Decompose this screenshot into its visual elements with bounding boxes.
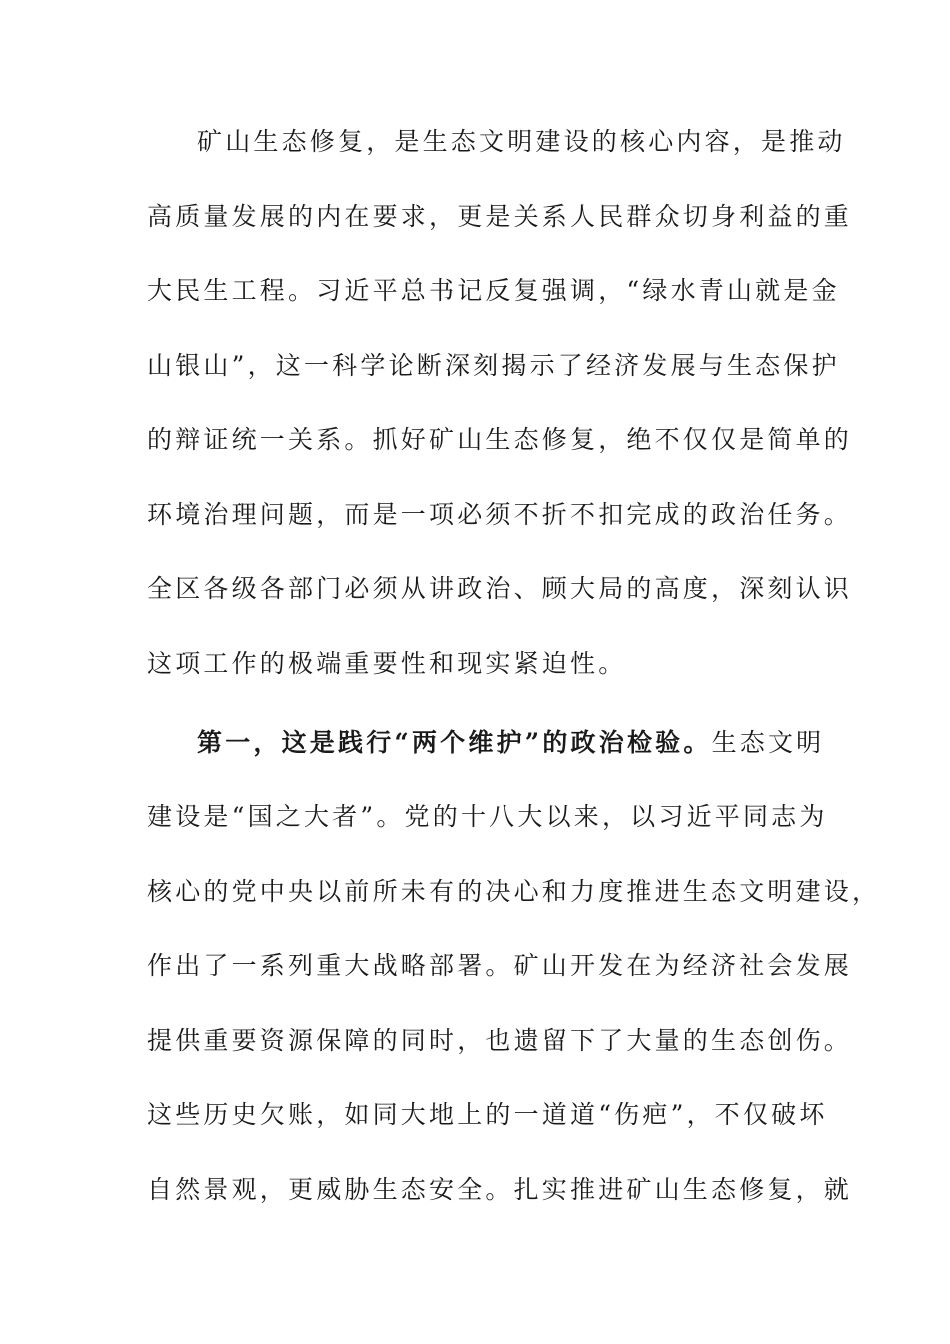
paragraph-1-line-4: 山银山”，这一科学论断深刻揭示了经济发展与生态保护 <box>147 351 840 380</box>
paragraph-2-line-1-rest: 生态文明 <box>711 728 825 757</box>
paragraph-1-line-5: 的辩证统一关系。抓好矿山生态修复，绝不仅仅是简单的 <box>147 425 853 454</box>
paragraph-1-line-1: 矿山生态修复，是生态文明建设的核心内容，是推动 <box>197 127 846 156</box>
paragraph-2-line-7: 自然景观，更威胁生态安全。扎实推进矿山生态修复，就 <box>147 1175 853 1204</box>
paragraph-2-line-5: 提供重要资源保障的同时，也遗留下了大量的生态创伤。 <box>147 1026 853 1055</box>
paragraph-1-line-3: 大民生工程。习近平总书记反复强调，“绿水青山就是金 <box>147 276 840 305</box>
paragraph-2-line-4: 作出了一系列重大战略部署。矿山开发在为经济社会发展 <box>147 951 853 980</box>
paragraph-2-heading: 第一，这是践行“两个维护”的政治检验。 <box>197 728 712 757</box>
paragraph-1-line-7: 全区各级各部门必须从讲政治、顾大局的高度，深刻认识 <box>147 574 853 603</box>
paragraph-1-line-6: 环境治理问题，而是一项必须不折不扣完成的政治任务。 <box>147 500 853 529</box>
paragraph-2-line-2: 建设是“国之大者”。党的十八大以来，以习近平同志为 <box>147 802 828 831</box>
paragraph-1-line-8: 这项工作的极端重要性和现实紧迫性。 <box>147 649 627 678</box>
paragraph-2-line-1 <box>197 723 857 763</box>
paragraph-2-line-3: 核心的党中央以前所未有的决心和力度推进生态文明建设， <box>147 877 881 906</box>
paragraph-2-line-6: 这些历史欠账，如同大地上的一道道“伤疤”，不仅破坏 <box>147 1100 828 1129</box>
paragraph-1-line-2: 高质量发展的内在要求，更是关系人民群众切身利益的重 <box>147 202 853 231</box>
